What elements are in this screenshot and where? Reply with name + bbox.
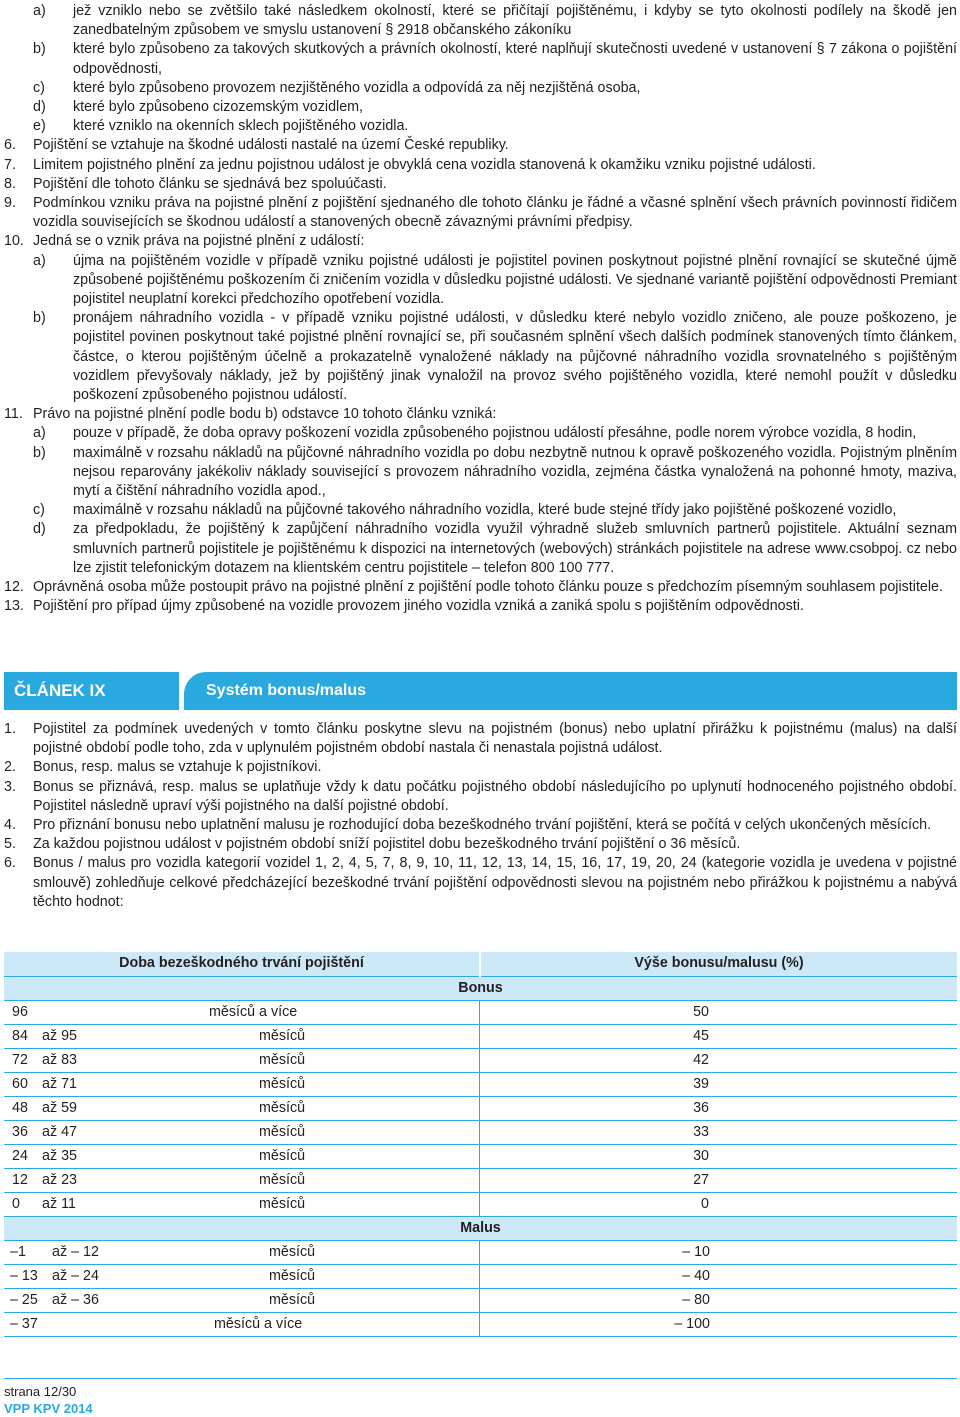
- range-unit: měsíců: [259, 1148, 306, 1164]
- list-item: [0, 444, 960, 502]
- numbered-point: [0, 232, 960, 251]
- range-unit: měsíců: [259, 1196, 306, 1212]
- rate-cell: [480, 1049, 957, 1073]
- table-row: [4, 1265, 957, 1289]
- range-from: – 13: [10, 1268, 38, 1284]
- range-from: – 25: [10, 1292, 38, 1308]
- rate-cell: [480, 1289, 957, 1313]
- numbered-point: [0, 758, 960, 777]
- point-number: 1.: [4, 721, 16, 737]
- rate-value: 45: [693, 1028, 709, 1044]
- range-to: až – 24: [52, 1268, 99, 1284]
- range-from: – 37: [10, 1316, 38, 1332]
- numbered-point: [0, 156, 960, 175]
- table-row: [4, 1049, 957, 1073]
- table-row: [4, 1313, 957, 1337]
- duration-cell: [4, 1145, 480, 1169]
- table-group-row: [4, 1217, 957, 1241]
- numbered-point: [0, 194, 960, 232]
- range-to: až 95: [42, 1028, 77, 1044]
- list-item: [0, 117, 960, 136]
- rate-cell: [480, 1169, 957, 1193]
- list-item: [0, 98, 960, 117]
- item-label: c): [33, 502, 45, 519]
- rate-value: 36: [693, 1100, 709, 1116]
- rate-cell: [480, 1097, 957, 1121]
- item-label: a): [33, 3, 46, 19]
- rate-value: 30: [693, 1148, 709, 1164]
- item-label: b): [33, 41, 46, 58]
- point-text: Za každou pojistnou událost v pojistném období sníží pojistitel dobu bezeškodného trvání pojištění o 36 měsíců.: [33, 836, 741, 853]
- range-unit: měsíců: [259, 1028, 306, 1044]
- article-number: ČLÁNEK IX: [4, 672, 179, 710]
- column-header-rate: Výše bonusu/malusu (%): [480, 952, 957, 977]
- numbered-point: [0, 720, 960, 758]
- column-header-duration: Doba bezeškodného trvání pojištění: [4, 952, 480, 977]
- duration-cell: [4, 1001, 480, 1025]
- rate-cell: [480, 1145, 957, 1169]
- rate-value: 42: [693, 1052, 709, 1068]
- table-row: [4, 1193, 957, 1217]
- numbered-point: [0, 578, 960, 597]
- numbered-point: [0, 835, 960, 854]
- rate-value: 39: [693, 1076, 709, 1092]
- range-from: 96: [12, 1004, 28, 1020]
- rate-value: – 100: [674, 1316, 710, 1332]
- point-text: Limitem pojistného plnění za jednu pojistnou událost je obvyklá cena vozidla stanovená k okamžiku vzniku pojistné události.: [33, 156, 816, 173]
- range-from: 72: [12, 1052, 28, 1068]
- item-text: jež vzniklo nebo se zvětšilo také následkem okolností, které se přičítají pojištěnému, i kdyby se tyto okolnosti podílely na škodě jen zanedbatelným způsobem ve smyslu ustanovení § 2918 občanského zákoníku: [73, 3, 957, 39]
- item-label: d): [33, 521, 46, 538]
- item-label: a): [33, 425, 46, 442]
- article-points: [0, 720, 960, 912]
- numbered-point: [0, 816, 960, 835]
- item-text: které bylo způsobeno cizozemským vozidlem,: [73, 99, 364, 116]
- list-item: [0, 501, 960, 520]
- duration-cell: [4, 1025, 480, 1049]
- duration-cell: [4, 1241, 480, 1265]
- document-code: VPP KPV 2014: [4, 1401, 93, 1416]
- point-number: 4.: [4, 817, 16, 834]
- duration-cell: [4, 1265, 480, 1289]
- range-to: až 11: [42, 1196, 76, 1212]
- table-row: [4, 1097, 957, 1121]
- range-to: až – 36: [52, 1292, 99, 1308]
- rate-cell: [480, 1025, 957, 1049]
- rate-cell: [480, 1241, 957, 1265]
- duration-cell: [4, 1193, 480, 1217]
- point-number: 9.: [4, 195, 16, 212]
- range-to: až 35: [42, 1148, 77, 1164]
- table-header-row: [4, 952, 957, 977]
- list-item: [0, 424, 960, 443]
- rate-cell: [480, 1193, 957, 1217]
- group-label: Bonus: [4, 977, 957, 1001]
- item-text: které bylo způsobeno za takových skutkových a právních okolností, které naplňují skutečnosti uvedené v ustanovení § 7 zákona o pojištění odpovědnosti,: [73, 41, 957, 77]
- table-row: [4, 1241, 957, 1265]
- range-unit: měsíců: [269, 1268, 316, 1284]
- range-to: až 59: [42, 1100, 77, 1116]
- range-from: 36: [12, 1124, 28, 1140]
- point-text: Bonus / malus pro vozidla kategorií vozidel 1, 2, 4, 5, 7, 8, 9, 10, 11, 12, 13, 14, 15, 16, 17, 19, 20, 24 (kategorie vozidla je uvedena v pojistné smlouvě) zohledňuje celkové předcházející bezeškodné trvání pojištění odpovědnosti slevou na pojistném nebo přirážkou k pojistnému a nabývá těchto hodnot:: [33, 855, 957, 910]
- range-unit: měsíců: [259, 1076, 306, 1092]
- duration-cell: [4, 1049, 480, 1073]
- point-number: 7.: [4, 156, 16, 173]
- numbered-point: [0, 405, 960, 424]
- range-unit: měsíců: [259, 1172, 306, 1188]
- duration-cell: [4, 1313, 480, 1337]
- item-text: které vzniklo na okenních sklech pojištěného vozidla.: [73, 118, 409, 135]
- range-from: 12: [12, 1172, 28, 1188]
- range-from: 48: [12, 1100, 28, 1116]
- point-number: 8.: [4, 175, 16, 192]
- list-item: [0, 309, 960, 405]
- item-label: a): [33, 252, 46, 269]
- exclusions-list: [0, 2, 960, 617]
- point-text: Podmínkou vzniku práva na pojistné plnění z pojištění sjednaného dle tohoto článku je řádné a včasné splnění všech právních povinností řidičem vozidla souvisejících se škodnou událostí a stanovených obecně závaznými právními předpisy.: [33, 195, 957, 231]
- duration-cell: [4, 1073, 480, 1097]
- rate-cell: [480, 1265, 957, 1289]
- range-unit: měsíců a více: [209, 1004, 298, 1020]
- item-text: pronájem náhradního vozidla - v případě vzniku pojistné události, v důsledku které nebylo vozidlo zničeno, ale pouze poškozeno, je pojistitel povinen poskytnout také pojistné plnění rovnající se, při současném splnění všech dalších podmínek stanovených tímto článkem, částce, o kterou pojištěným účelně a prokazatelně vynaložené náklady na půjčovné náhradního vozidla srovnatelného s pojištěným vozidlem převyšovaly náklady, jež by pojištěný jinak vynaložil na provoz svého pojištěného vozidla, které nemohl použít v důsledku poškození způsobeného pojistnou událostí.: [73, 310, 957, 404]
- item-label: b): [33, 444, 46, 461]
- article-heading: [4, 672, 957, 710]
- point-text: Právo na pojistné plnění podle bodu b) odstavce 10 tohoto článku vzniká:: [33, 406, 497, 423]
- table-row: [4, 1289, 957, 1313]
- point-number: 12.: [4, 579, 24, 596]
- item-text: pouze v případě, že doba opravy poškození vozidla způsobeného pojistnou událostí přesáhne, podle norem výrobce vozidla, 8 hodin,: [73, 425, 917, 442]
- rate-cell: [480, 1313, 957, 1337]
- item-text: maximálně v rozsahu nákladů na půjčovné náhradního vozidla po dobu nezbytně nutnou k opravě poškozeného vozidla. Pojistným plněním nejsou reparovány jakékoliv náklady související s provozem náhradního vozidla, zejména částka vynaložená na pohonné hmoty, maziva, mytí a čištění náhradního vozidla apod.,: [73, 444, 957, 500]
- range-from: 84: [12, 1028, 28, 1044]
- rate-value: – 40: [682, 1268, 710, 1284]
- point-number: 6.: [4, 137, 16, 154]
- table-group-row: [4, 977, 957, 1001]
- item-text: újma na pojištěném vozidle v případě vzniku pojistné události je pojistitel povinen poskytnout pojistné plnění rovnající se skutečné újmě způsobené pojištěnému poškozením či zničením vozidla v důsledku pojistné události. Ve sjednané variantě pojištění odpovědnosti Premiant pojistitel neuplatní korekci předchozího opotřebení vozidla.: [73, 252, 957, 308]
- group-label: Malus: [4, 1217, 957, 1241]
- rate-cell: [480, 1121, 957, 1145]
- duration-cell: [4, 1289, 480, 1313]
- point-number: 11.: [4, 406, 23, 423]
- list-item: [0, 2, 960, 40]
- duration-cell: [4, 1169, 480, 1193]
- duration-cell: [4, 1097, 480, 1121]
- table-row: [4, 1169, 957, 1193]
- page-number: strana 12/30: [4, 1384, 77, 1399]
- item-text: maximálně v rozsahu nákladů na půjčovné takového náhradního vozidla, které bude stejné třídy jako pojištěné poškozené vozidlo,: [73, 502, 897, 519]
- point-number: 5.: [4, 836, 16, 853]
- bonus-malus-table: [4, 952, 957, 1337]
- list-item: [0, 79, 960, 98]
- duration-cell: [4, 1121, 480, 1145]
- rate-value: 0: [701, 1196, 709, 1212]
- point-number: 2.: [4, 759, 16, 776]
- numbered-point: [0, 597, 960, 616]
- list-item: [0, 520, 960, 578]
- item-text: za předpokladu, že pojištěný k zapůjčení náhradního vozidla využil výhradně služeb smluvních partnerů pojistitele. Aktuální seznam smluvních partnerů pojistitele je pojištěnému k dispozici na internetových (webových) stránkách pojistitele na adrese www.csobpoj. cz nebo lze zjistit telefonickým dotazem na klientském centru pojistitele – telefon 800 100 777.: [73, 521, 957, 576]
- point-text: Pro přiznání bonusu nebo uplatnění malusu je rozhodující doba bezeškodného trvání pojištění, která se počítá v celých ukončených měsících.: [33, 817, 932, 834]
- range-from: –1: [10, 1244, 26, 1260]
- point-text: Jedná se o vznik práva na pojistné plnění z událostí:: [33, 233, 365, 250]
- point-text: Oprávněná osoba může postoupit právo na pojistné plnění z pojištění podle tohoto článku pouze s předchozím písemným souhlasem pojistitele.: [33, 579, 943, 596]
- range-from: 0: [12, 1196, 20, 1212]
- numbered-point: [0, 175, 960, 194]
- rate-value: – 80: [682, 1292, 710, 1308]
- item-label: b): [33, 310, 46, 327]
- table-row: [4, 1001, 957, 1025]
- point-text: Pojištění dle tohoto článku se sjednává bez spoluúčasti.: [33, 175, 387, 192]
- rate-value: 33: [693, 1124, 709, 1140]
- rate-value: 27: [693, 1172, 709, 1188]
- range-from: 24: [12, 1148, 28, 1164]
- rate-value: 50: [693, 1004, 709, 1020]
- item-label: e): [33, 118, 46, 135]
- item-text: které bylo způsobeno provozem nezjištěného vozidla a odpovídá za něj nezjištěná osoba,: [73, 79, 641, 96]
- point-text: Pojištění se vztahuje na škodné události nastalé na území České republiky.: [33, 137, 509, 154]
- range-unit: měsíců: [259, 1124, 306, 1140]
- range-to: až 47: [42, 1124, 77, 1140]
- item-label: c): [33, 79, 45, 96]
- range-unit: měsíců: [269, 1244, 316, 1260]
- range-to: až 83: [42, 1052, 77, 1068]
- range-unit: měsíců: [259, 1052, 306, 1068]
- point-text: Pojištění pro případ újmy způsobené na vozidle provozem jiného vozidla vzniká a zaniká spolu s pojištěním odpovědnosti.: [33, 598, 804, 615]
- range-to: až 23: [42, 1172, 77, 1188]
- point-number: 10.: [4, 233, 24, 250]
- range-unit: měsíců a více: [214, 1316, 303, 1332]
- table-row: [4, 1025, 957, 1049]
- point-number: 3.: [4, 778, 16, 795]
- rate-cell: [480, 1073, 957, 1097]
- range-to: až – 12: [52, 1244, 99, 1260]
- numbered-point: [0, 778, 960, 816]
- table-row: [4, 1145, 957, 1169]
- rate-value: – 10: [682, 1244, 710, 1260]
- footer-divider: [4, 1378, 957, 1379]
- range-to: až 71: [42, 1076, 77, 1092]
- article-title: Systém bonus/malus: [184, 672, 957, 710]
- list-item: [0, 252, 960, 310]
- point-text: Bonus, resp. malus se vztahuje k pojistníkovi.: [33, 759, 322, 776]
- range-unit: měsíců: [259, 1100, 306, 1116]
- table-row: [4, 1121, 957, 1145]
- list-item: [0, 40, 960, 78]
- range-from: 60: [12, 1076, 28, 1092]
- point-text: Bonus se přiznává, resp. malus se uplatňuje vždy k datu počátku pojistného období následujícího po uplynutí hodnoceného pojistného období. Pojistitel následně upraví výši pojistného na další pojistné období.: [33, 778, 957, 814]
- table-row: [4, 1073, 957, 1097]
- numbered-point: [0, 136, 960, 155]
- point-number: 6.: [4, 855, 16, 872]
- item-label: d): [33, 99, 46, 116]
- rate-cell: [480, 1001, 957, 1025]
- point-number: 13.: [4, 598, 24, 615]
- numbered-point: [0, 854, 960, 912]
- point-text: Pojistitel za podmínek uvedených v tomto článku poskytne slevu na pojistném (bonus) nebo uplatní přirážku k pojistnému (malus) na další pojistné období podle toho, zda v uplynulém pojistném období nastala či nenastala pojistná událost.: [33, 721, 957, 757]
- range-unit: měsíců: [269, 1292, 316, 1308]
